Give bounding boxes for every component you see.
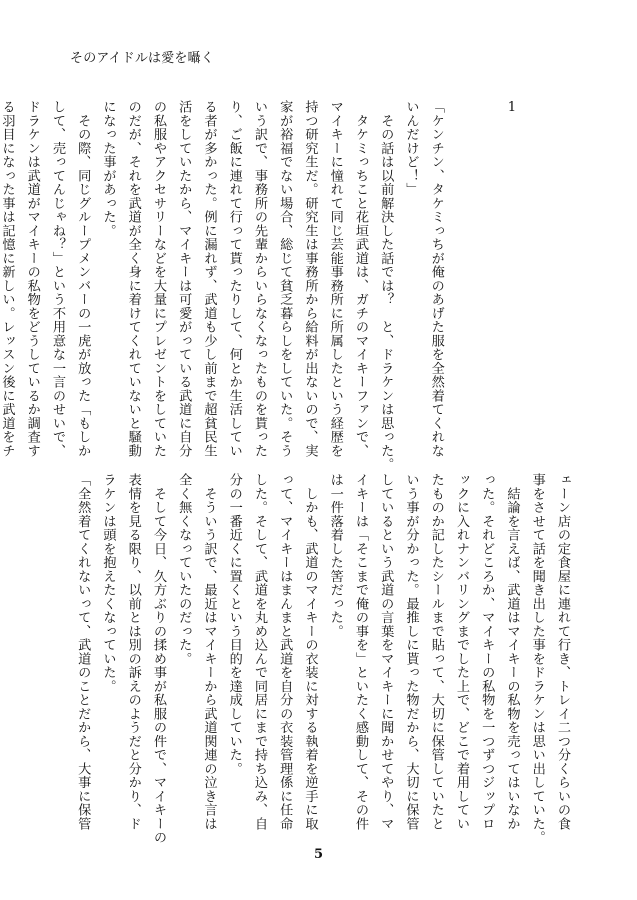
text-line: のだが、それを武道が全く身に着けてくれていないと騒動 (125, 100, 141, 458)
text-line: いう訳で、事務所の先輩からいらなくなったものを貰った (252, 100, 267, 458)
text-line: いんだけど！」 (403, 100, 419, 197)
text-line: しかも、武道のマイキーの衣装に対する執着を逆手に取 (302, 473, 318, 831)
text-line: いう事が分かった。最推しに貰った物だから、大切に保管 (403, 473, 419, 831)
text-line: そういう訳で、最近はマイキーから武道関連の泣き言は (201, 473, 217, 831)
text-line: る羽目になった事は記憶に新しい。レッスン後に武道をチ (0, 100, 15, 458)
text-line: る者が多かった。例に漏れず、武道も少し前まで超貧民生 (201, 100, 217, 458)
text-line: は一件落着した筈だった。 (327, 473, 343, 638)
text-line: になった事があった。 (100, 100, 116, 238)
text-line: 活をしていたから、マイキーは可愛がっている武道に自分 (176, 100, 192, 458)
text-line: 結論を言えば、武道はマイキーの私物を売ってはいなか (504, 473, 520, 831)
text-line: タケミっちこと花垣武道は、ガチのマイキーファンで、 (353, 100, 368, 458)
text-line: った。それどころか、マイキーの私物を一つずつジップロ (479, 473, 495, 831)
page-number: 5 (313, 847, 324, 862)
text-line: マイキーに憧れて同じ芸能事務所に所属したという経歴を (327, 100, 343, 458)
text-line: り、ご飯に連れて行って貰ったりして、何とか生活してい (226, 100, 242, 458)
running-head: そのアイドルは愛を囁く (70, 51, 215, 66)
text-line: 家が裕福でない場合、総じて貧乏暮らしをしていた。そう (277, 100, 293, 458)
chapter-number: 1 (504, 100, 520, 115)
text-line: の私服やアクセサリーなどを大量にプレゼントをしていた (151, 100, 166, 458)
text-line: ックに入れナンバリングまでした上で、どこで着用してい (454, 473, 469, 831)
text-line: たものか記したシールまで貼って、大切に保管していたと (428, 473, 444, 831)
text-block-bottom (70, 473, 575, 845)
text-line: 全く無くなっていたのだった。 (176, 473, 192, 666)
text-line: 「全然着てくれないって、武道のことだから、大事に保管 (75, 473, 91, 831)
text-line: ラケンは頭を抱えたくなっていた。 (100, 473, 116, 693)
text-line: その際、同じグループメンバーの一虎が放った「もしか (75, 100, 91, 458)
text-line: した。そして、武道を丸め込んで同居にまで持ち込み、自 (252, 473, 267, 831)
text-line: 持つ研究生だ。研究生は事務所から給料が出ないので、実 (302, 100, 318, 458)
text-line: しているという武道の言葉をマイキーに聞かせてやり、マ (378, 473, 394, 831)
text-line: 分の一番近くに置くという目的を達成していた。 (226, 473, 242, 776)
text-line: そして今日、久方ぶりの揉め事が私服の件で、マイキーの (151, 473, 166, 845)
text-line: 「ケンチン、タケミっちが俺のあげた服を全然着てくれな (428, 100, 444, 458)
text-block-top (0, 100, 575, 472)
text-line: 表情を見る限り、以前とは別の訴えのようだと分かり、ド (125, 473, 141, 831)
text-line: って、マイキーはまんまと武道を自分の衣装管理係に任命 (277, 473, 293, 831)
text-line: イキーは「そこまで俺の事を」といたく感動して、その件 (353, 473, 368, 831)
text-line: ドラケンは武道がマイキーの私物をどうしているか調査す (24, 100, 40, 458)
text-line: その話は以前解決した話では？ と、ドラケンは思った。 (378, 100, 394, 472)
text-line: して、売ってんじゃね？」という不用意な一言のせいで、 (50, 100, 65, 458)
text-line: ェーン店の定食屋に連れて行き、トレイ二つ分くらいの食 (555, 473, 570, 831)
text-line: 事をさせて話を聞き出した事をドラケンは思い出していた。 (529, 473, 545, 845)
